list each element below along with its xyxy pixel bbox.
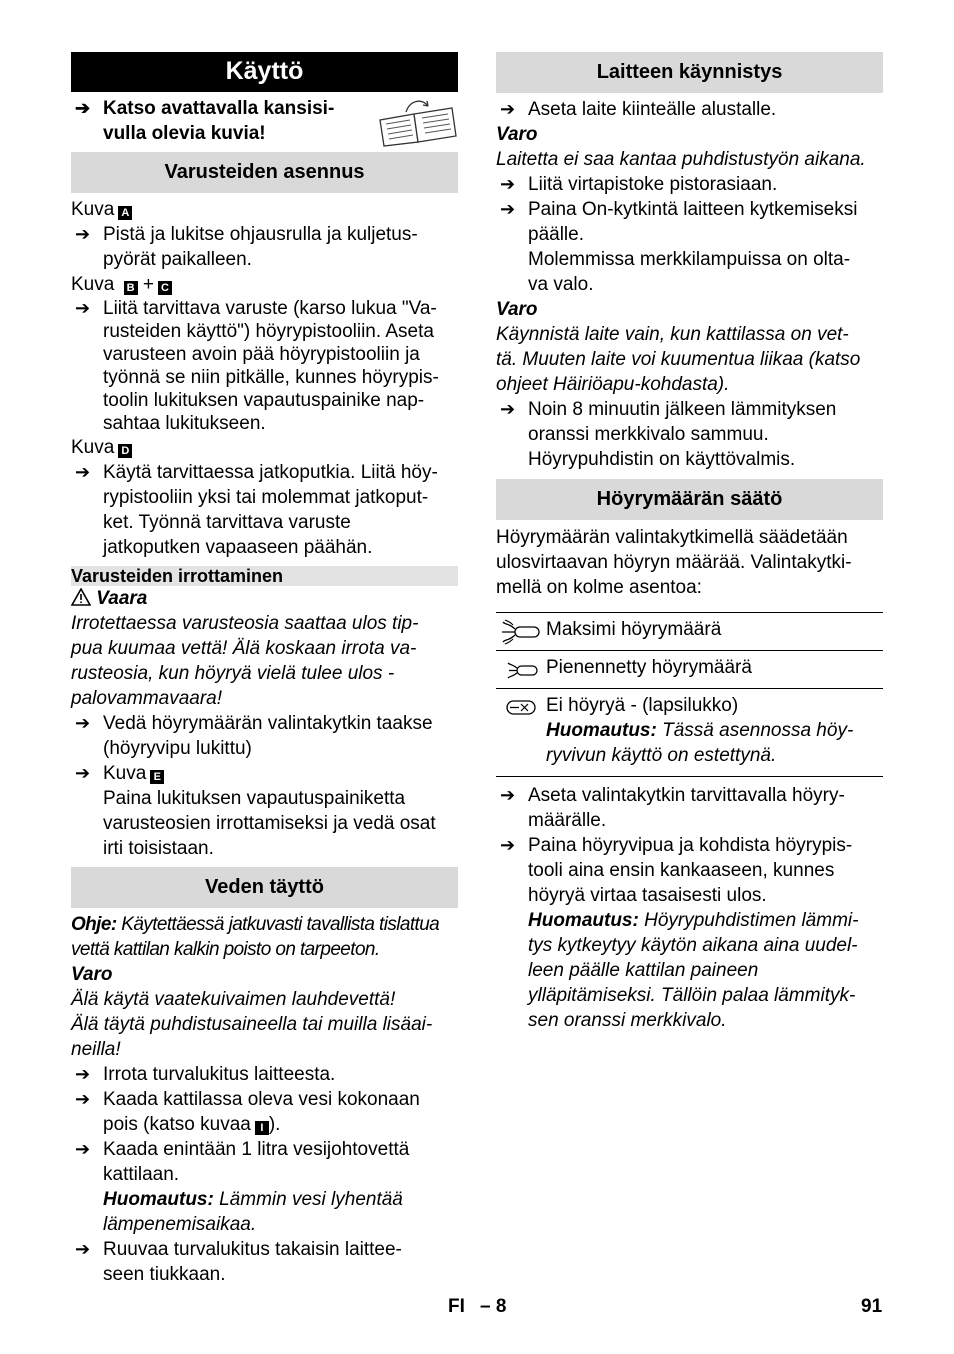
steam-max-icon	[501, 619, 541, 645]
arrow-icon: ➔	[500, 99, 516, 119]
step: ➔ Aseta laite kiinteälle alustalle.	[500, 99, 777, 120]
step: ➔ Noin 8 minuutin jälkeen lämmityksen oranssi merkkivalo sammuu. Höyrypuhdistin on käyttövalmis.	[500, 399, 837, 470]
step: ➔ Liitä virtapistoke pistorasiaan.	[500, 174, 778, 195]
arrow-icon: ➔	[500, 785, 516, 805]
arrow-icon: ➔	[500, 199, 516, 219]
steam-off-icon	[501, 695, 541, 721]
footer-section-page: – 8	[480, 1296, 507, 1317]
arrow-icon: ➔	[75, 713, 91, 733]
caution-label: Varo	[496, 299, 538, 320]
warning-text: Irrotettaessa varusteosia saattaa ulos tip- pua kuumaa vettä! Älä koskaan irrota va- rusteosia, kun höyryä vielä tulee ulos - palovammavaara!	[71, 613, 419, 709]
intro-block	[71, 96, 458, 152]
arrow-icon: ➔	[75, 1064, 91, 1084]
arrow-icon: ➔	[75, 1139, 91, 1159]
warning-label: Vaara	[71, 586, 458, 611]
figure-ref: Kuva B + C	[71, 272, 458, 297]
caution-label: Varo	[496, 124, 538, 145]
step: ➔ Kuva E	[71, 761, 458, 786]
step: ➔ Kaada enintään 1 litra vesijohtovettä kattilaan.	[75, 1139, 410, 1185]
intro-text: Katso avattavalla kansisi- vulla olevia kuvia!	[103, 98, 335, 144]
figure-ref: Kuva A	[71, 197, 458, 222]
arrow-icon: ➔	[75, 462, 91, 482]
caution-text: Käynnistä laite vain, kun kattilassa on vet- tä. Muuten laite voi kuumentua liikaa (katso ohjeet Häiriöapu-kohdasta).	[496, 324, 861, 395]
arrow-icon: ➔	[75, 1239, 91, 1259]
step: ➔ Vedä höyrymäärän valintakytkin taakse (höyryvipu lukittu)	[75, 713, 433, 759]
caution-text: Älä käytä vaatekuivaimen lauhdevettä! Älä täytä puhdistusaineella tai muilla lisäai- neilla!	[71, 989, 433, 1060]
step: ➔ Paina On-kytkintä laitteen kytkemiseksi päälle. Molemmissa merkkilampuissa on olta- va valo.	[500, 199, 858, 295]
arrow-icon: ➔	[500, 399, 516, 419]
table-cell: Pienennetty höyrymäärä	[546, 657, 752, 678]
footer-page-number: 91	[861, 1296, 883, 1317]
steam-reduced-icon	[501, 657, 541, 683]
arrow-icon: ➔	[75, 763, 91, 783]
figure-ref: Kuva D	[71, 435, 458, 460]
arrow-icon: ➔	[75, 98, 91, 118]
arrow-icon: ➔	[75, 224, 91, 244]
table-row	[496, 613, 883, 651]
subsection-heading-accessory-removal: Varusteiden irrottaminen	[71, 566, 458, 586]
step: ➔ Aseta valintakytkin tarvittavalla höyry- määrälle.	[500, 785, 845, 831]
section-heading-accessory-mounting: Varusteiden asennus	[71, 152, 458, 193]
caution-text: Laitetta ei saa kantaa puhdistustyön aikana.	[496, 149, 866, 170]
step: ➔ Paina höyryvipua ja kohdista höyrypis- tooli aina ensin kankaaseen, kunnes höyryä virtaa tasaisesti ulos.	[500, 835, 853, 906]
arrow-icon: ➔	[500, 835, 516, 855]
section-heading-water-filling: Veden täyttö	[71, 867, 458, 908]
caution-label: Varo	[71, 964, 113, 985]
step-continuation: Paina lukituksen vapautuspainiketta varusteosien irrottamiseksi ja vedä osat irti toisistaan.	[103, 788, 436, 859]
arrow-icon: ➔	[75, 298, 91, 318]
step: ➔ Liitä tarvittava varuste (karso lukua "Va- rusteiden käyttö") höyrypistooliin. Aseta varusteen avoin pää höyrypistooliin ja työnnä se niin pitkälle, kunnes höyrypis- toolin lukituksen vapautuspainike nap- sahtaa lukitukseen.	[75, 298, 439, 434]
page-title: Käyttö	[71, 52, 458, 92]
note-block: Huomautus: Lämmin vesi lyhentää lämpenemisaikaa.	[103, 1189, 403, 1235]
steam-settings-table	[496, 612, 883, 777]
step: ➔ Ruuvaa turvalukitus takaisin laittee- seen tiukkaan.	[75, 1239, 402, 1285]
warning-triangle-icon	[71, 588, 91, 606]
step: ➔ Irrota turvalukitus laitteesta.	[75, 1064, 336, 1085]
left-column	[71, 52, 458, 1287]
manual-book-icon	[376, 98, 458, 148]
step: ➔ Pistä ja lukitse ohjausrulla ja kuljetus- pyörät paikalleen.	[75, 224, 418, 270]
note-block: Ohje: Käytettäessä jatkuvasti tavallista tislattua vettä kattilan kalkin poisto on tarpeeton.	[71, 914, 440, 960]
note-block: Huomautus: Höyrypuhdistimen lämmi- tys kytkeytyy käytön aikana aina uudel- leen päälle kattilan paineen ylläpitämiseksi. Tällöin palaa lämmityk- sen oranssi merkkivalo.	[528, 910, 859, 1031]
footer-lang: FI	[448, 1296, 465, 1317]
steam-intro: Höyrymäärän valintakytkimellä säädetään ulosvirtaavan höyryn määrää. Valintakytki- mellä on kolme asentoa:	[496, 527, 852, 598]
step: ➔ Käytä tarvittaessa jatkoputkia. Liitä höy- rypistooliin yksi tai molemmat jatkoput- ket. Työnnä tarvittava varuste jatkoputken vapaaseen päähän.	[75, 462, 438, 558]
step: ➔ Kaada kattilassa oleva vesi kokonaan pois (katso kuvaa I ).	[75, 1089, 420, 1135]
arrow-icon: ➔	[500, 174, 516, 194]
section-heading-steam-adjustment: Höyrymäärän säätö	[496, 479, 883, 520]
arrow-icon: ➔	[75, 1089, 91, 1109]
table-row	[496, 689, 883, 776]
section-heading-startup: Laitteen käynnistys	[496, 52, 883, 93]
table-row	[496, 651, 883, 689]
table-cell: Ei höyryä - (lapsilukko) Huomautus: Tässä asennossa höy- ryvivun käyttö on estettynä.	[546, 695, 854, 766]
table-cell: Maksimi höyrymäärä	[546, 619, 722, 640]
right-column	[496, 52, 883, 1033]
